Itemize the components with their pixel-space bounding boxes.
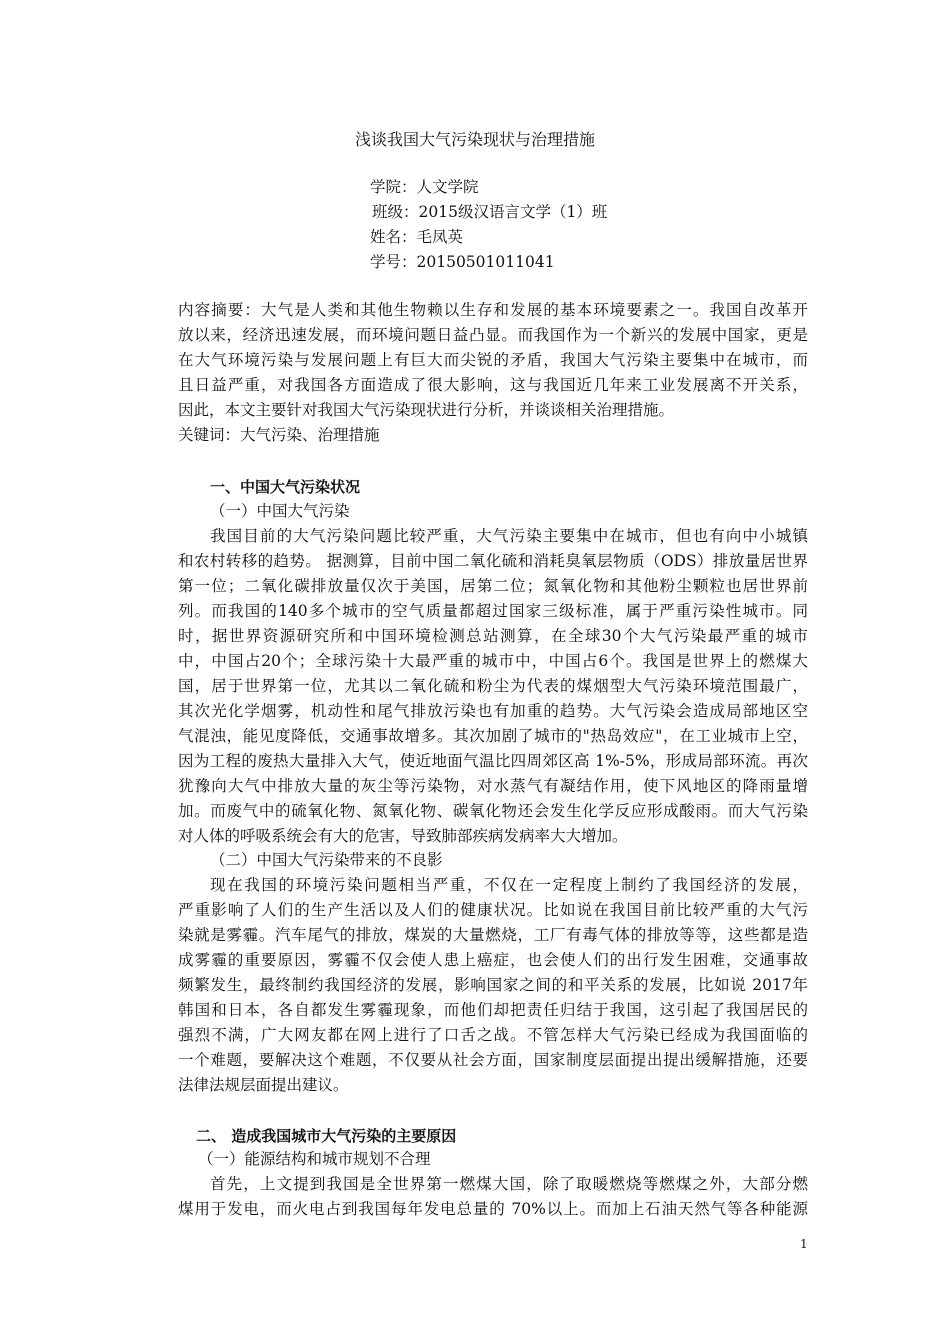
paragraph-line: 气混浊，能见度降低，交通事故增多。其次加剧了城市的"热岛效应"，在工业城市上空，	[178, 727, 808, 745]
meta-college: 学院：人文学院	[370, 178, 479, 196]
meta-student-id: 学号：20150501011041	[370, 253, 555, 271]
subsection-heading: （一）能源结构和城市规划不合理	[198, 1150, 431, 1168]
paragraph-line: 韩国和日本，各自都发生雾霾现象，而他们却把责任归结于我国，这引起了我国居民的	[178, 1001, 808, 1019]
paragraph-line: 我国目前的大气污染问题比较严重，大气污染主要集中在城市，但也有向中小城镇	[210, 527, 808, 545]
abstract-line: 且日益严重，对我国各方面造成了很大影响，这与我国近几年来工业发展离不开关系，	[178, 376, 808, 394]
paragraph-line: 加。而废气中的硫氧化物、氮氧化物、碳氧化物还会发生化学反应形成酸雨。而大气污染	[178, 802, 808, 820]
abstract-line: 因此，本文主要针对我国大气污染现状进行分析，并谈谈相关治理措施。	[178, 401, 675, 419]
paragraph-line: 染就是雾霾。汽车尾气的排放，煤炭的大量燃烧，工厂有毒气体的排放等等，这些都是造	[178, 926, 808, 944]
keywords: 关键词：大气污染、治理措施	[178, 426, 380, 444]
paragraph-line: 首先，上文提到我国是全世界第一燃煤大国，除了取暖燃烧等燃煤之外，大部分燃	[210, 1175, 808, 1193]
paragraph-line: 第一位；二氧化碳排放量仅次于美国，居第二位；氮氧化物和其他粉尘颗粒也居世界前	[178, 577, 808, 595]
section-heading: 二、 造成我国城市大气污染的主要原因	[196, 1127, 457, 1145]
paragraph-line: 强烈不满，广大网友都在网上进行了口舌之战。不管怎样大气污染已经成为我国面临的	[178, 1026, 808, 1044]
paragraph-line: 现在我国的环境污染问题相当严重，不仅在一定程度上制约了我国经济的发展，	[210, 876, 808, 894]
meta-class: 班级：2015级汉语言文学（1）班	[372, 203, 608, 221]
paragraph-line: 成雾霾的重要原因，雾霾不仅会使人患上癌症，也会使人们的出行发生困难，交通事故	[178, 951, 808, 969]
meta-name: 姓名：毛凤英	[370, 228, 464, 246]
paragraph-line: 犹豫向大气中排放大量的灰尘等污染物，对水蒸气有凝结作用，使下风地区的降雨量增	[178, 777, 808, 795]
subsection-heading: （一）中国大气污染	[210, 502, 350, 520]
paragraph-line: 对人体的呼吸系统会有大的危害，导致肺部疾病发病率大大增加。	[178, 827, 628, 845]
paragraph-line: 一个难题，要解决这个难题，不仅要从社会方面，国家制度层面提出提出缓解措施，还要	[178, 1051, 808, 1069]
document-title: 浅谈我国大气污染现状与治理措施	[354, 130, 595, 149]
section-heading: 一、中国大气污染状况	[210, 478, 361, 496]
paragraph-line: 列。而我国的140多个城市的空气质量都超过国家三级标准，属于严重污染性城市。同	[178, 602, 808, 620]
abstract-line: 放以来，经济迅速发展，而环境问题日益凸显。而我国作为一个新兴的发展中国家，更是	[178, 326, 808, 344]
paragraph-line: 国，居于世界第一位，尤其以二氧化硫和粉尘为代表的煤烟型大气污染环境范围最广，	[178, 677, 808, 695]
paragraph-line: 其次光化学烟雾，机动性和尾气排放污染也有加重的趋势。大气污染会造成局部地区空	[178, 702, 808, 720]
paragraph-line: 中，中国占20个；全球污染十大最严重的城市中，中国占6个。我国是世界上的燃煤大	[178, 652, 808, 670]
paragraph-line: 法律法规层面提出建议。	[178, 1076, 349, 1094]
paragraph-line: 和农村转移的趋势。 据测算，目前中国二氧化硫和消耗臭氧层物质（ODS）排放量居世界	[178, 552, 808, 570]
abstract-line: 内容摘要：大气是人类和其他生物赖以生存和发展的基本环境要素之一。我国自改革开	[178, 301, 808, 319]
paragraph-line: 严重影响了人们的生产生活以及人们的健康状况。比如说在我国目前比较严重的大气污	[178, 901, 808, 919]
paragraph-line: 煤用于发电，而火电占到我国每年发电总量的 70%以上。而加上石油天然气等各种能源	[178, 1200, 808, 1218]
paragraph-line: 因为工程的废热大量排入大气，使近地面气温比四周郊区高 1%-5%，形成局部环流。再次	[178, 752, 808, 770]
paragraph-line: 频繁发生，最终制约我国经济的发展，影响国家之间的和平关系的发展，比如说 2017年	[178, 976, 808, 994]
abstract-line: 在大气环境污染与发展问题上有巨大而尖锐的矛盾，我国大气污染主要集中在城市，而	[178, 351, 808, 369]
paragraph-line: 时，据世界资源研究所和中国环境检测总站测算，在全球30个大气污染最严重的城市	[178, 627, 808, 645]
page-number: 1	[800, 1237, 808, 1251]
subsection-heading: （二）中国大气污染带来的不良影	[210, 851, 443, 869]
